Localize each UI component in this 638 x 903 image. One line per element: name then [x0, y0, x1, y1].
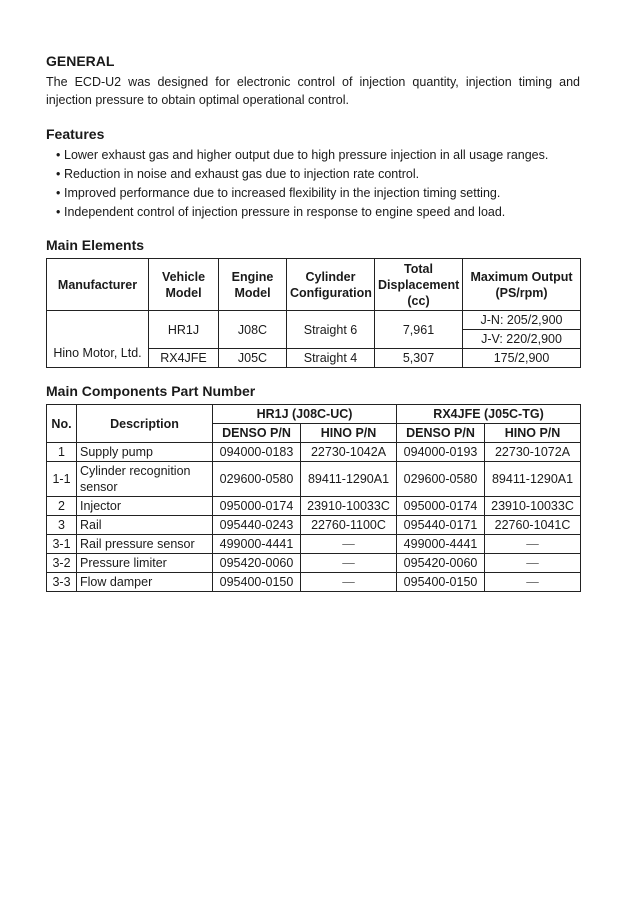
hino-pn-hr1j: 89411-1290A1: [301, 462, 397, 497]
features-list: [46, 146, 580, 222]
feature-text: Lower exhaust gas and higher output due to high pressure injection in all usage ranges.: [64, 148, 549, 162]
part-description: Flow damper: [77, 573, 213, 592]
denso-pn-hr1j: 095400-0150: [213, 573, 301, 592]
vehicle-cell: HR1J: [149, 311, 219, 349]
denso-pn-hr1j: 095420-0060: [213, 554, 301, 573]
table-row: [47, 516, 581, 535]
part-number-index: 1-1: [47, 462, 77, 497]
bullet-icon: •: [56, 148, 61, 162]
part-description: Pressure limiter: [77, 554, 213, 573]
part-number-index: 3-2: [47, 554, 77, 573]
header-engine-model: Engine Model: [219, 259, 287, 311]
list-item: [56, 203, 580, 222]
output-cell: J-N: 205/2,900: [463, 311, 581, 330]
table-row: [47, 462, 581, 497]
header-output: Maximum Output (PS/rpm): [463, 259, 581, 311]
feature-text: Improved performance due to increased flexibility in the injection timing setting.: [64, 186, 501, 200]
denso-pn-rx4jfe: 095000-0174: [397, 497, 485, 516]
output-cell: 175/2,900: [463, 349, 581, 368]
header-vehicle-model: Vehicle Model: [149, 259, 219, 311]
denso-pn-hr1j: 095000-0174: [213, 497, 301, 516]
header-cylinder: Cylinder Configuration: [287, 259, 375, 311]
displacement-cell: 7,961: [375, 311, 463, 349]
denso-pn-rx4jfe: 094000-0193: [397, 443, 485, 462]
bullet-icon: •: [56, 205, 61, 219]
hino-pn-rx4jfe: —: [485, 535, 581, 554]
denso-pn-hr1j: 499000-4441: [213, 535, 301, 554]
part-description: Rail pressure sensor: [77, 535, 213, 554]
document-page: [46, 52, 580, 592]
cylinder-cell: Straight 6: [287, 311, 375, 349]
part-description: Injector: [77, 497, 213, 516]
hino-pn-rx4jfe: 23910-10033C: [485, 497, 581, 516]
header-hino-pn: HINO P/N: [301, 424, 397, 443]
header-group-hr1j: HR1J (J08C-UC): [213, 405, 397, 424]
bullet-icon: •: [56, 186, 61, 200]
table-row: [47, 497, 581, 516]
denso-pn-hr1j: 029600-0580: [213, 462, 301, 497]
engine-cell: J05C: [219, 349, 287, 368]
denso-pn-rx4jfe: 095420-0060: [397, 554, 485, 573]
hino-pn-hr1j: —: [301, 573, 397, 592]
header-manufacturer: Manufacturer: [47, 259, 149, 311]
components-table: [46, 404, 581, 592]
part-number-index: 3: [47, 516, 77, 535]
table-row: [47, 573, 581, 592]
part-number-index: 3-1: [47, 535, 77, 554]
part-number-index: 1: [47, 443, 77, 462]
part-description: Rail: [77, 516, 213, 535]
hino-pn-rx4jfe: —: [485, 554, 581, 573]
hino-pn-hr1j: 22730-1042A: [301, 443, 397, 462]
header-hino-pn: HINO P/N: [485, 424, 581, 443]
hino-pn-hr1j: —: [301, 554, 397, 573]
denso-pn-hr1j: 094000-0183: [213, 443, 301, 462]
list-item: [56, 165, 580, 184]
hino-pn-rx4jfe: —: [485, 573, 581, 592]
hino-pn-rx4jfe: 22730-1072A: [485, 443, 581, 462]
main-elements-table: [46, 258, 581, 368]
components-body: [47, 443, 581, 592]
header-group-rx4jfe: RX4JFE (J05C-TG): [397, 405, 581, 424]
denso-pn-rx4jfe: 095400-0150: [397, 573, 485, 592]
denso-pn-rx4jfe: 095440-0171: [397, 516, 485, 535]
header-denso-pn: DENSO P/N: [397, 424, 485, 443]
hino-pn-rx4jfe: 89411-1290A1: [485, 462, 581, 497]
part-number-index: 3-3: [47, 573, 77, 592]
feature-text: Reduction in noise and exhaust gas due to injection rate control.: [64, 167, 420, 181]
denso-pn-hr1j: 095440-0243: [213, 516, 301, 535]
header-displacement: Total Displacement (cc): [375, 259, 463, 311]
general-heading: GENERAL: [46, 53, 115, 69]
hino-pn-hr1j: —: [301, 535, 397, 554]
hino-pn-hr1j: 22760-1100C: [301, 516, 397, 535]
table-row: [47, 554, 581, 573]
header-denso-pn: DENSO P/N: [213, 424, 301, 443]
table-row: [47, 535, 581, 554]
denso-pn-rx4jfe: 029600-0580: [397, 462, 485, 497]
features-heading: Features: [46, 126, 105, 142]
cylinder-cell: Straight 4: [287, 349, 375, 368]
feature-text: Independent control of injection pressure in response to engine speed and load.: [64, 205, 506, 219]
engine-cell: J08C: [219, 311, 287, 349]
part-description: Supply pump: [77, 443, 213, 462]
table-row: [47, 311, 581, 330]
manufacturer-cell: Hino Motor, Ltd.: [47, 311, 149, 368]
general-paragraph: The ECD-U2 was designed for electronic control of injection quantity, injection timing and injection pressure to obtain optimal operational control.: [46, 75, 580, 107]
displacement-cell: 5,307: [375, 349, 463, 368]
header-description: Description: [77, 405, 213, 443]
output-cell: J-V: 220/2,900: [463, 330, 581, 349]
main-elements-heading: Main Elements: [46, 237, 145, 253]
header-no: No.: [47, 405, 77, 443]
table-header-row: [47, 259, 581, 311]
components-heading: Main Components Part Number: [46, 383, 256, 399]
list-item: [56, 184, 580, 203]
denso-pn-rx4jfe: 499000-4441: [397, 535, 485, 554]
part-number-index: 2: [47, 497, 77, 516]
hino-pn-hr1j: 23910-10033C: [301, 497, 397, 516]
table-row: [47, 443, 581, 462]
table-header-row: [47, 405, 581, 424]
hino-pn-rx4jfe: 22760-1041C: [485, 516, 581, 535]
list-item: [56, 146, 580, 165]
vehicle-cell: RX4JFE: [149, 349, 219, 368]
part-description: Cylinder recognition sensor: [77, 462, 213, 497]
bullet-icon: •: [56, 167, 61, 181]
